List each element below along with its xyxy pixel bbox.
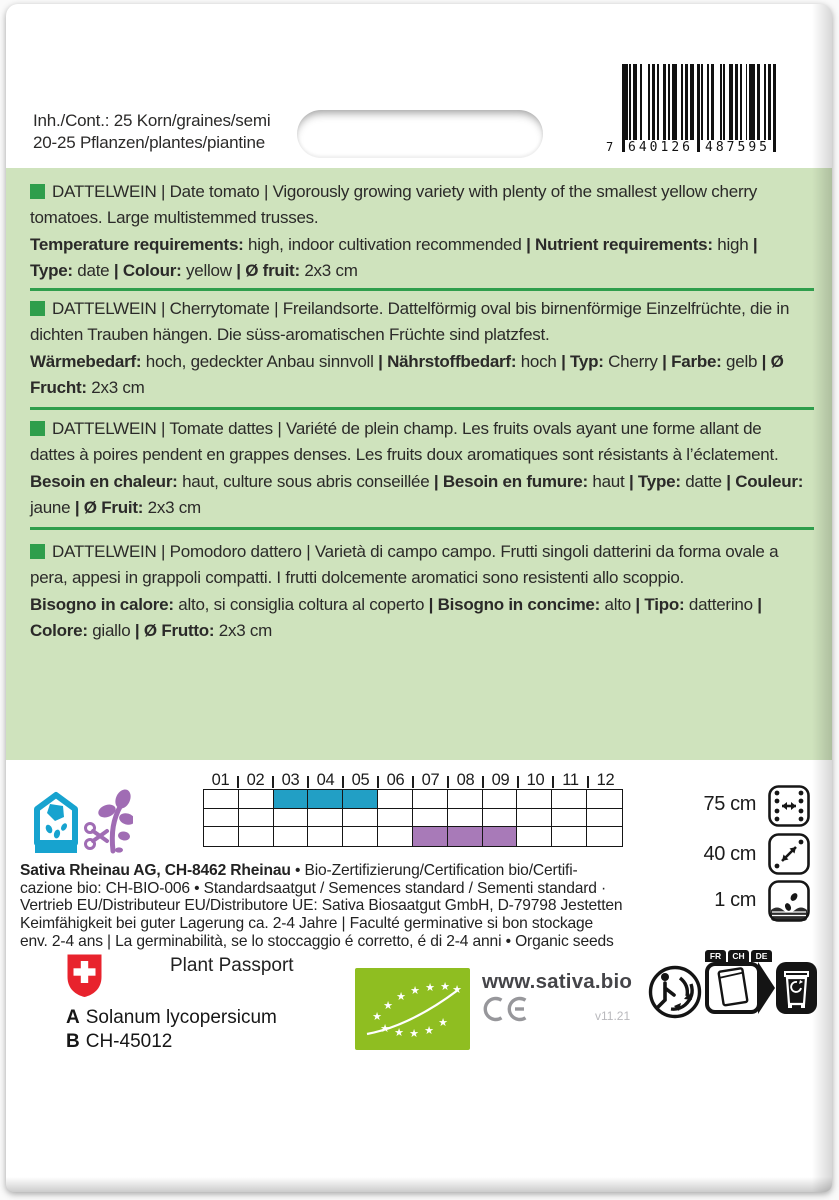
calendar-cell-harvest-11 (552, 827, 587, 846)
calendar-cell-harvest-02 (239, 827, 274, 846)
svg-text:★: ★ (380, 1022, 390, 1035)
recycle-tab-de: DE (751, 950, 772, 962)
calendar-cell-sowing-outdoor-05 (343, 809, 378, 828)
green-square-icon (30, 184, 45, 199)
calendar-cell-harvest-07 (413, 827, 448, 846)
plant-distance-icon (768, 833, 810, 875)
calendar-cell-sowing-outdoor-03 (274, 809, 309, 828)
calendar-cell-sowing-under-cover-10 (517, 790, 552, 809)
calendar-cell-sowing-outdoor-11 (552, 809, 587, 828)
divider (30, 288, 814, 291)
calendar-cell-sowing-under-cover-09 (483, 790, 518, 809)
ce-mark-icon (483, 996, 529, 1022)
svg-text:★: ★ (372, 1010, 382, 1023)
calendar-cell-harvest-10 (517, 827, 552, 846)
address-line: env. 2-4 ans | La germinabilità, se lo stoccaggio é corretto, é di 2-4 anni • Organic seeds (20, 932, 614, 950)
divider (30, 527, 814, 530)
calendar-cell-sowing-outdoor-02 (239, 809, 274, 828)
calendar-cell-sowing-outdoor-10 (517, 809, 552, 828)
calendar-cell-sowing-outdoor-06 (378, 809, 413, 828)
calendar-cell-harvest-05 (343, 827, 378, 846)
calendar-cell-harvest-03 (274, 827, 309, 846)
svg-text:★: ★ (396, 990, 406, 1003)
calendar-month-label: 02 (238, 771, 273, 789)
barcode (606, 62, 784, 158)
row-distance-label: 75 cm (703, 793, 756, 815)
svg-text:★: ★ (438, 1016, 448, 1029)
passport-species-line: A Solanum lycopersicum (66, 1007, 277, 1028)
sowing-depth-label: 1 cm (714, 889, 756, 911)
svg-text:★: ★ (452, 983, 462, 996)
calendar-month-label: 01 (203, 771, 238, 789)
calendar-cell-harvest-01 (204, 827, 239, 846)
calendar-grid (203, 789, 623, 847)
eu-organic-logo (355, 968, 470, 1050)
calendar-cell-harvest-08 (448, 827, 483, 846)
swiss-shield-icon (66, 953, 103, 998)
passport-number-line: B CH-45012 (66, 1031, 173, 1052)
calendar-cell-sowing-under-cover-11 (552, 790, 587, 809)
calendar-cell-sowing-outdoor-07 (413, 809, 448, 828)
green-square-icon (30, 421, 45, 436)
svg-text:★: ★ (424, 1024, 434, 1037)
packet-bottom-edge-shade (6, 1177, 832, 1192)
website-url: www.sativa.bio (482, 970, 633, 993)
calendar-cell-harvest-06 (378, 827, 413, 846)
address-line: Keimfähigkeit bei guter Lagerung ca. 2-4 Jahre | Faculté germinative si bon stockage (20, 915, 594, 933)
calendar-cell-sowing-under-cover-01 (204, 790, 239, 809)
version-label: v11.21 (595, 1009, 631, 1023)
calendar-cell-sowing-outdoor-01 (204, 809, 239, 828)
calendar-cell-sowing-under-cover-06 (378, 790, 413, 809)
calendar-month-label: 06 (378, 771, 413, 789)
calendar-cell-sowing-under-cover-12 (587, 790, 622, 809)
hang-hole (297, 110, 543, 158)
recycle-bin-icon (776, 962, 817, 1014)
green-square-icon (30, 544, 45, 559)
svg-text:★: ★ (394, 1026, 404, 1039)
calendar-cell-harvest-04 (308, 827, 343, 846)
calendar-cell-sowing-under-cover-03 (274, 790, 309, 809)
description-band: DATTELWEIN | Date tomato | Vigorously growing variety with plenty of the smallest yellow cherry tomatoes. Large multistemmed trusses. Temperature requirements: high, indoor cultivation recommended | Nutrient requirements: high | Type: date | Colour: yellow | Ø fruit: 2x3 cm DATTELWEIN | Cherrytomate | Freilandsorte. Dattelförmig oval bis birnenförmige Einzelfrüchte, die in dichten Trauben hängen. Die süss-aromatischen Früchte sind platzfest. Wärmebedarf: hoch, gedeckter Anbau sinnvoll | Nährstoffbedarf: hoch | Typ: Cherry | Farbe: gelb | Ø Frucht: 2x3 cm DATTELWEIN | Tomate dattes | Variété de plein champ. Les fruits ovals ayant une forme allant de dattes à poires pendent en grappes denses. Les fruits doux aromatiques sont résistants à l’éclatement. Besoin en chaleur: haut, culture sous abris conseillée | Besoin en fumure: haut | Type: datte | Couleur: jaune | Ø Fruit: 2x3 cm DATTELWEIN | Pomodoro dattero | Varietà di campo campo. Frutti singoli datterini da forma ovale a pera, appesi in grappoli compatti. I frutti dolcemente aromatici sono resistenti allo scoppio. Bisogno in calore: alto, si consiglia coltura al coperto | Bisogno in concime: alto | Tipo: datterino | Colore: giallo | Ø Frutto: 2x3 cm (6, 168, 832, 760)
calendar-month-label: 08 (448, 771, 483, 789)
svg-text:★: ★ (440, 980, 450, 993)
address-line: Sativa Rheinau AG, CH-8462 Rheinau • Bio-Zertifizierung/Certification bio/Certifi- (20, 862, 578, 879)
calendar-cell-sowing-outdoor-09 (483, 809, 518, 828)
barcode-guard-middle (697, 64, 700, 152)
address-line: Vertrieb EU/Distributeur EU/Distributore UE: Sativa Biosaatgut GmbH, D-79798 Jestetten (20, 897, 623, 915)
svg-text:★: ★ (409, 1027, 419, 1040)
content-line-1: Inh./Cont.: 25 Korn/graines/semi (33, 111, 271, 130)
barcode-guard-left (622, 64, 625, 152)
calendar-month-label: 05 (343, 771, 378, 789)
calendar-cell-harvest-09 (483, 827, 518, 846)
barcode-digits: 640126 487595 (628, 140, 770, 155)
calendar-cell-harvest-12 (587, 827, 622, 846)
recycle-country-tabs (705, 950, 772, 962)
calendar-cell-sowing-under-cover-07 (413, 790, 448, 809)
row-distance-icon (768, 785, 810, 827)
green-square-icon (30, 301, 45, 316)
barcode-prefix: 7 (606, 140, 614, 154)
sowing-under-cover-icon (33, 791, 79, 855)
calendar-cell-sowing-under-cover-08 (448, 790, 483, 809)
svg-text:★: ★ (383, 999, 393, 1012)
recycle-tab-fr: FR (705, 950, 726, 962)
calendar-month-label: 11 (553, 771, 588, 789)
content-line-2: 20-25 Pflanzen/plantes/piantine (33, 133, 265, 152)
address-line: cazione bio: CH-BIO-006 • Standardsaatgut / Semences standard / Sementi standard · (20, 879, 607, 897)
triman-recycling-icon (647, 964, 703, 1020)
sowing-depth-icon (768, 880, 810, 922)
recycle-tab-ch: CH (728, 950, 749, 962)
calendar-cell-sowing-under-cover-04 (308, 790, 343, 809)
calendar-month-label: 04 (308, 771, 343, 789)
barcode-guard-right (773, 64, 776, 152)
calendar-cell-sowing-under-cover-02 (239, 790, 274, 809)
plant-passport-title: Plant Passport (170, 955, 294, 976)
calendar-cell-sowing-outdoor-04 (308, 809, 343, 828)
harvest-icon (83, 789, 133, 855)
plant-distance-label: 40 cm (703, 843, 756, 865)
calendar-month-label: 07 (413, 771, 448, 789)
calendar-month-header (203, 771, 623, 789)
calendar-month-label: 12 (596, 771, 615, 789)
calendar-month-label: 03 (273, 771, 308, 789)
svg-text:★: ★ (410, 984, 420, 997)
divider (30, 407, 814, 410)
calendar-cell-sowing-under-cover-05 (343, 790, 378, 809)
calendar-cell-sowing-outdoor-08 (448, 809, 483, 828)
svg-text:★: ★ (425, 981, 435, 994)
calendar-month-label: 09 (483, 771, 518, 789)
calendar-month-label: 10 (518, 771, 553, 789)
paper-envelope-panel (705, 962, 761, 1014)
recycle-bin-panel (776, 962, 817, 1014)
packet (6, 4, 832, 1192)
calendar-cell-sowing-outdoor-12 (587, 809, 622, 828)
content-quantity (33, 110, 270, 154)
